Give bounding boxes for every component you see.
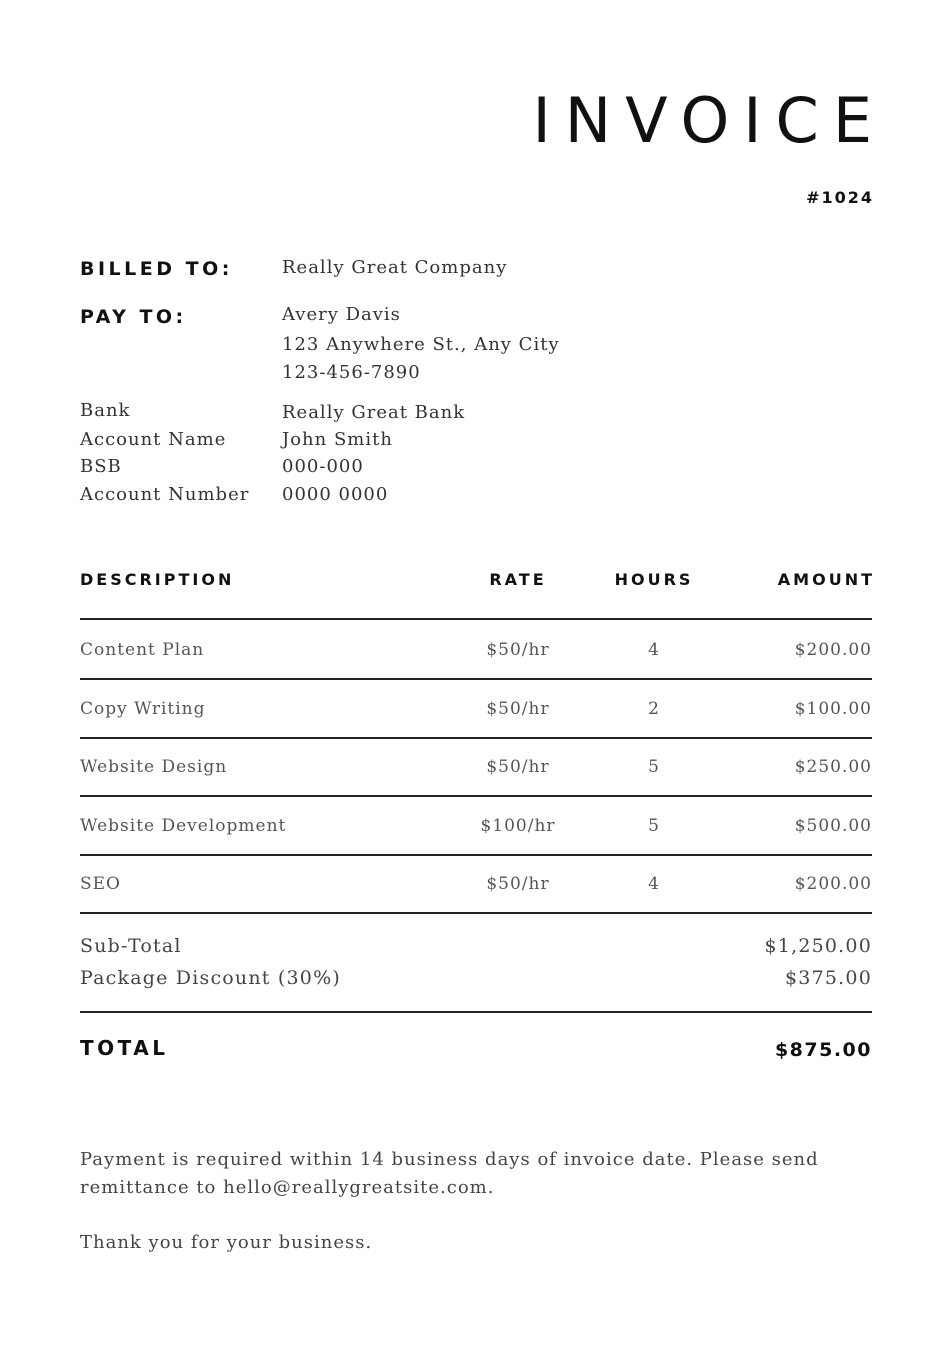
row-rate: $100/hr [480, 816, 556, 836]
discount-label: Package Discount (30%) [80, 967, 341, 989]
total-divider [80, 1011, 872, 1013]
total-value: $875.00 [774, 1039, 872, 1061]
account-name-value: John Smith [282, 429, 393, 450]
account-number-label: Account Number [80, 484, 250, 505]
bsb-label: BSB [80, 456, 122, 477]
row-amount: $100.00 [794, 699, 872, 719]
row-amount: $200.00 [794, 640, 872, 660]
row-hours: 5 [648, 816, 660, 836]
billed-to-label: BILLED TO: [80, 258, 233, 280]
table-row [80, 679, 872, 737]
bank-value: Really Great Bank [282, 402, 466, 423]
row-hours: 4 [648, 874, 660, 894]
row-description: Content Plan [80, 640, 205, 660]
row-rate: $50/hr [486, 874, 550, 894]
pay-to-label: PAY TO: [80, 306, 187, 328]
header-hours: HOURS [614, 570, 694, 589]
row-rate: $50/hr [486, 640, 550, 660]
bank-label: Bank [80, 400, 131, 421]
header-amount: AMOUNT [777, 570, 875, 589]
payment-note: Payment is required within 14 business days of invoice date. Please send remittance to hello@reallygreatsite.com. [80, 1149, 819, 1198]
header-rate: RATE [489, 570, 547, 589]
row-rate: $50/hr [486, 699, 550, 719]
invoice-number: #1024 [806, 188, 874, 207]
table-row [80, 796, 872, 854]
total-label: TOTAL [80, 1036, 169, 1060]
pay-to-name: Avery Davis [282, 304, 401, 325]
row-hours: 5 [648, 757, 660, 777]
row-description: Copy Writing [80, 699, 206, 719]
row-description: SEO [80, 874, 121, 894]
row-hours: 2 [648, 699, 660, 719]
row-rate: $50/hr [486, 757, 550, 777]
invoice-title: INVOICE [532, 84, 886, 157]
bsb-value: 000-000 [282, 456, 364, 477]
account-number-value: 0000 0000 [282, 484, 389, 505]
header-description: DESCRIPTION [80, 570, 235, 589]
subtotal-label: Sub-Total [80, 935, 182, 957]
billed-to-value: Really Great Company [282, 257, 508, 278]
account-name-label: Account Name [80, 429, 227, 450]
row-hours: 4 [648, 640, 660, 660]
table-divider [80, 912, 872, 914]
row-description: Website Development [80, 816, 287, 836]
pay-to-address: 123 Anywhere St., Any City [282, 334, 560, 355]
row-amount: $250.00 [794, 757, 872, 777]
pay-to-phone: 123-456-7890 [282, 362, 421, 383]
table-row [80, 737, 872, 795]
discount-value: $375.00 [785, 967, 872, 989]
table-row [80, 854, 872, 912]
row-amount: $200.00 [794, 874, 872, 894]
thank-you-note: Thank you for your business. [80, 1232, 373, 1253]
subtotal-value: $1,250.00 [764, 935, 872, 957]
row-amount: $500.00 [794, 816, 872, 836]
table-row [80, 620, 872, 678]
row-description: Website Design [80, 757, 228, 777]
